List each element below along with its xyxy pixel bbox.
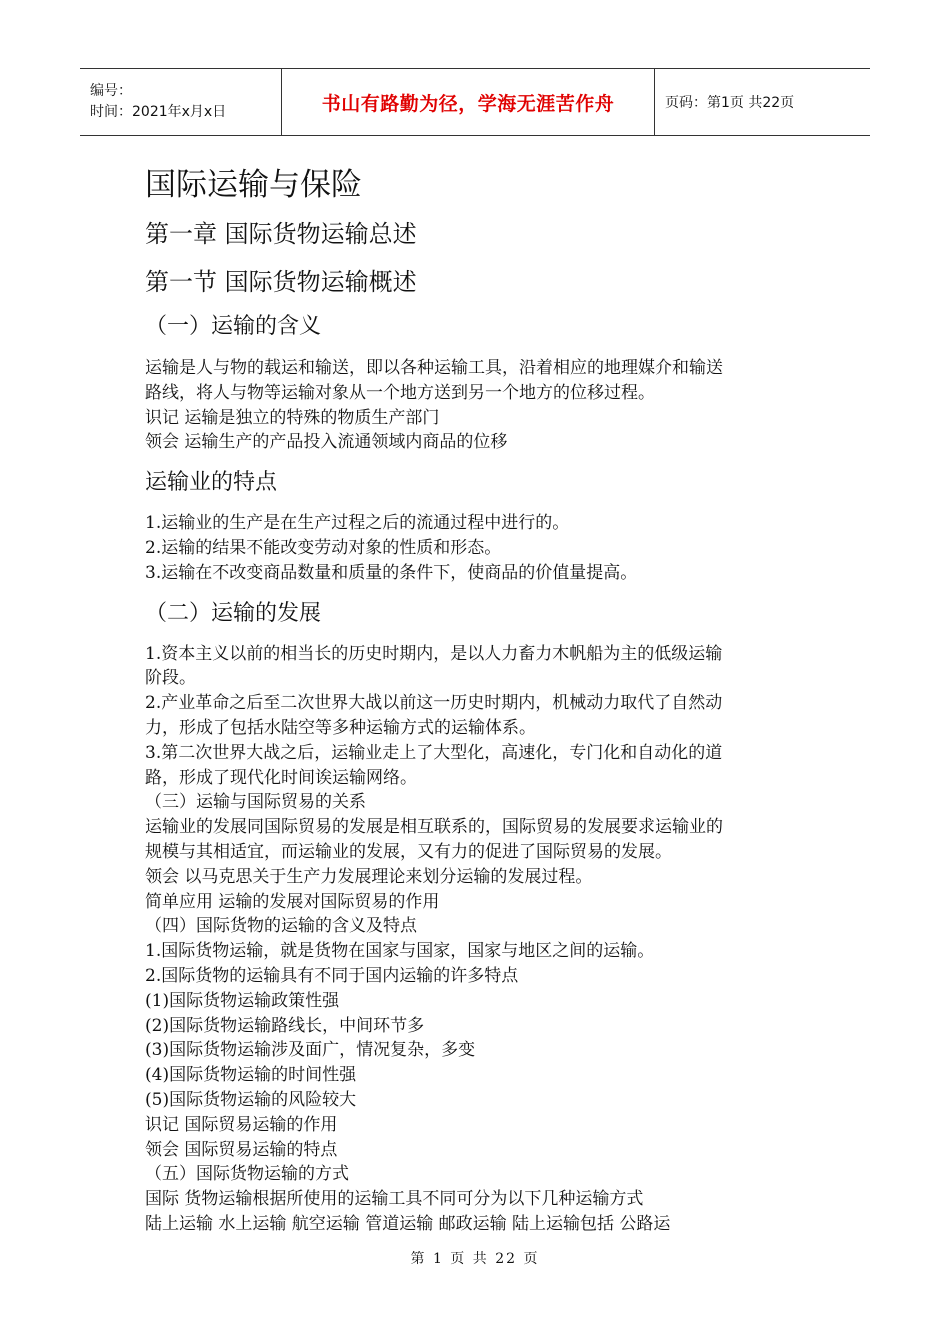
paragraph-line: 路线，将人与物等运输对象从一个地方送到另一个地方的位移过程。 bbox=[145, 382, 655, 403]
paragraph-line: 简单应用 运输的发展对国际贸易的作用 bbox=[145, 891, 440, 912]
paragraph-line: （四）国际货物的运输的含义及特点 bbox=[145, 916, 417, 937]
paragraph-line: 1.国际货物运输，就是货物在国家与国家，国家与地区之间的运输。 bbox=[145, 941, 655, 962]
paragraph-line: 运输业的发展同国际贸易的发展是相互联系的，国际贸易的发展要求运输业的 bbox=[145, 817, 723, 838]
paragraph-line: 2.国际货物的运输具有不同于国内运输的许多特点 bbox=[145, 965, 519, 986]
paragraph-line: 路，形成了现代化时间诶运输网络。 bbox=[145, 767, 417, 788]
paragraph-line: 运输是人与物的载运和输送，即以各种运输工具，沿着相应的地理媒介和输送 bbox=[145, 358, 723, 378]
paragraph-line: (5)国际货物运输的风险较大 bbox=[145, 1089, 357, 1110]
paragraph-line: 识记 运输是独立的特殊的物质生产部门 bbox=[145, 407, 440, 428]
paragraph-line: (1)国际货物运输政策性强 bbox=[145, 990, 340, 1011]
paragraph-line: 2.产业革命之后至二次世界大战以前这一历史时期内，机械动力取代了自然动 bbox=[145, 693, 723, 714]
page-info: 页码：第1页 共22页 bbox=[665, 95, 795, 111]
list-item: 2.运输的结果不能改变劳动对象的性质和形态。 bbox=[145, 537, 502, 558]
paragraph-line: (4)国际货物运输的时间性强 bbox=[145, 1065, 357, 1086]
motto-text: 书山有路勤为径，学海无涯苦作舟 bbox=[321, 92, 615, 115]
paragraph-line: 领会 运输生产的产品投入流通领域内商品的位移 bbox=[145, 432, 508, 453]
date-label: 时间：2021年x月x日 bbox=[90, 104, 227, 120]
paragraph-line: (2)国际货物运输路线长，中间环节多 bbox=[145, 1015, 425, 1036]
paragraph-line: （三）运输与国际贸易的关系 bbox=[145, 792, 366, 813]
document-title: 国际运输与保险 bbox=[145, 167, 362, 203]
paragraph-line: 3.第二次世界大战之后，运输业走上了大型化，高速化，专门化和自动化的道 bbox=[145, 742, 723, 763]
paragraph-line: 识记 国际贸易运输的作用 bbox=[145, 1114, 338, 1135]
header-motto-cell bbox=[282, 69, 655, 135]
list-item: 3.运输在不改变商品数量和质量的条件下，使商品的价值量提高。 bbox=[145, 562, 638, 583]
subsection-heading-features: 运输业的特点 bbox=[145, 470, 278, 496]
chapter-heading: 第一章 国际货物运输总述 bbox=[145, 220, 417, 248]
paragraph-line: 1.资本主义以前的相当长的历史时期内，是以人力畜力木帆船为主的低级运输 bbox=[145, 643, 723, 664]
serial-number-label: 编号： bbox=[90, 83, 132, 99]
section-heading: 第一节 国际货物运输概述 bbox=[145, 268, 417, 296]
page-footer: 第 1 页 共 22 页 bbox=[410, 1251, 540, 1267]
paragraph-line: 陆上运输 水上运输 航空运输 管道运输 邮政运输 陆上运输包括 公路运 bbox=[145, 1213, 671, 1234]
paragraph-line: 领会 国际贸易运输的特点 bbox=[145, 1139, 338, 1160]
paragraph-line: 领会 以马克思关于生产力发展理论来划分运输的发展过程。 bbox=[145, 866, 593, 887]
paragraph-line: 阶段。 bbox=[145, 668, 196, 689]
page-header bbox=[80, 68, 870, 136]
subsection-heading-1: （一）运输的含义 bbox=[145, 314, 322, 339]
paragraph-line: 国际 货物运输根据所使用的运输工具不同可分为以下几种运输方式 bbox=[145, 1189, 644, 1210]
subsection-heading-2: （二）运输的发展 bbox=[145, 600, 322, 626]
list-item: 1.运输业的生产是在生产过程之后的流通过程中进行的。 bbox=[145, 513, 570, 534]
paragraph-line: （五）国际货物运输的方式 bbox=[145, 1164, 349, 1185]
header-meta-cell bbox=[80, 69, 282, 135]
paragraph-line: 规模与其相适宜，而运输业的发展，又有力的促进了国际贸易的发展。 bbox=[145, 841, 672, 862]
header-page-cell bbox=[655, 69, 870, 135]
document-body bbox=[145, 160, 815, 1237]
paragraph-line: 力，形成了包括水陆空等多种运输方式的运输体系。 bbox=[145, 717, 536, 738]
paragraph-line: (3)国际货物运输涉及面广，情况复杂，多变 bbox=[145, 1040, 476, 1061]
